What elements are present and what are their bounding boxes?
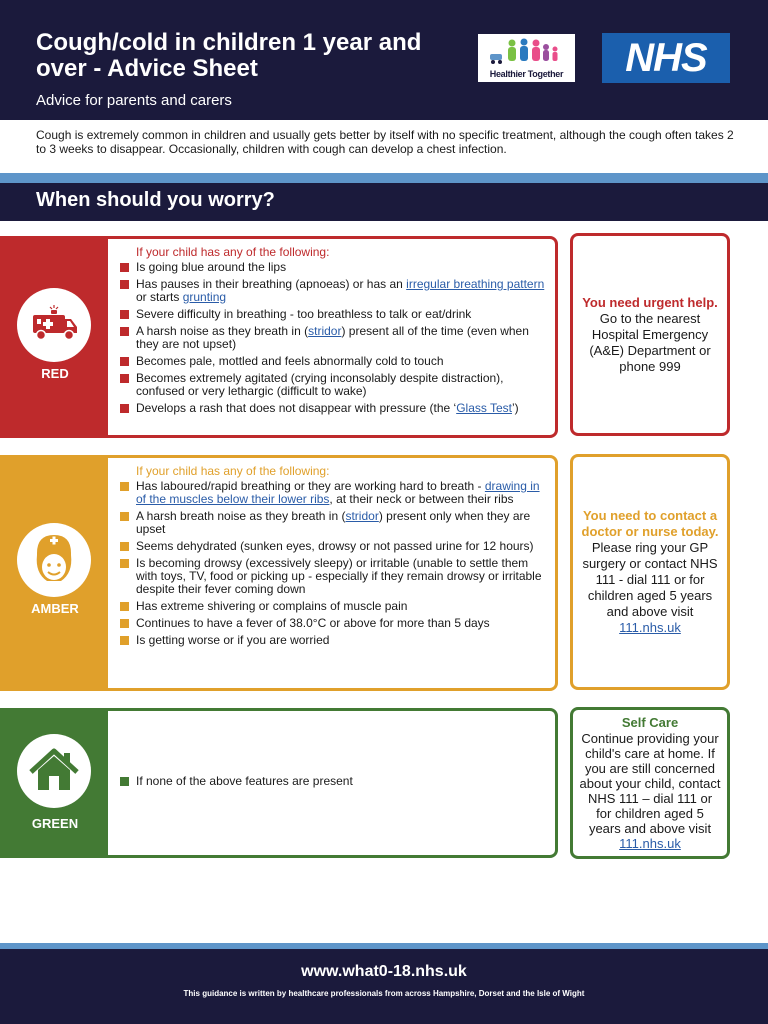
symptom-link[interactable]: grunting bbox=[182, 290, 227, 304]
list-item-text: Is getting worse or if you are worried bbox=[136, 633, 330, 647]
list-item-text: or starts bbox=[136, 290, 183, 304]
website-link[interactable]: www.what0-18.nhs.uk bbox=[301, 963, 467, 980]
bullet-square-icon bbox=[120, 482, 129, 491]
page-title: Cough/cold in children 1 year and over - Advice Sheet bbox=[36, 29, 422, 82]
green-items bbox=[108, 775, 555, 792]
family-icon bbox=[488, 38, 568, 64]
footer bbox=[0, 949, 768, 1024]
list-item bbox=[108, 278, 555, 304]
list-item-text: A harsh breath noise as they breath in ( bbox=[136, 509, 346, 523]
list-item-text: ) present all of the time (even when they are not upset) bbox=[136, 324, 529, 351]
symptom-link[interactable]: irregular breathing pattern bbox=[406, 277, 545, 291]
list-item bbox=[108, 355, 555, 368]
footer-note: This guidance is written by healthcare professionals from across Hampshire, Dorset and the Isle of Wight bbox=[183, 989, 585, 998]
list-item bbox=[108, 372, 555, 398]
symptom-link[interactable]: drawing in of the muscles below their lower ribs bbox=[136, 479, 540, 506]
nhs-logo: NHS bbox=[602, 33, 730, 83]
amber-side-panel bbox=[0, 455, 110, 691]
symptom-link[interactable]: Glass Test bbox=[456, 401, 512, 415]
bullet-square-icon bbox=[120, 559, 129, 568]
list-item-text: Severe difficulty in breathing - too breathless to talk or eat/drink bbox=[136, 307, 472, 321]
amber-list-heading: If your child has any of the following: bbox=[136, 464, 330, 478]
red-side-panel bbox=[0, 236, 110, 438]
red-list-heading: If your child has any of the following: bbox=[136, 245, 330, 259]
list-item bbox=[108, 617, 555, 630]
bullet-square-icon bbox=[120, 777, 129, 786]
list-item bbox=[108, 600, 555, 613]
bullet-square-icon bbox=[120, 602, 129, 611]
amber-action-text: Please ring your GP surgery or contact NHS 111 - dial 111 or for children aged 5 years and above visit bbox=[582, 540, 718, 619]
divider-strip bbox=[0, 173, 768, 183]
bullet-square-icon bbox=[120, 327, 129, 336]
list-item-text: Is becoming drowsy (excessively sleepy) or irritable (unable to settle them with toys, TV, food or picking up - especially if they remain drowsy or irritable despite their fever coming down bbox=[136, 556, 542, 596]
bullet-square-icon bbox=[120, 542, 129, 551]
red-action-heading: You need urgent help. bbox=[582, 294, 718, 310]
red-action-box bbox=[570, 233, 730, 436]
intro-text: Cough is extremely common in children and usually gets better by itself with no specific treatment, although the cough often takes 2 to 3 weeks to disappear. Occasionally, children with cough can develop a chest infection. bbox=[36, 128, 734, 156]
green-label: GREEN bbox=[31, 816, 79, 831]
list-item-text: ’) bbox=[512, 401, 519, 415]
list-item bbox=[108, 325, 555, 351]
list-item-text: Becomes extremely agitated (crying inconsolably despite distraction), confused or very lethargic (difficult to wake) bbox=[136, 371, 504, 398]
green-111-link[interactable]: 111.nhs.uk bbox=[619, 835, 681, 851]
amber-items bbox=[108, 480, 555, 647]
list-item-text: If none of the above features are present bbox=[136, 773, 353, 788]
house-icon bbox=[17, 734, 91, 808]
list-item bbox=[108, 557, 555, 596]
list-item bbox=[108, 510, 555, 536]
page-subtitle: Advice for parents and carers bbox=[36, 92, 232, 109]
bullet-square-icon bbox=[120, 512, 129, 521]
list-item bbox=[108, 261, 555, 274]
bullet-square-icon bbox=[120, 263, 129, 272]
green-action-text: Continue providing your child's care at home. If you are still concerned about your child, contact NHS 111 – dial 111 or for children aged 5 years and above visit bbox=[579, 730, 721, 836]
amber-action-heading: You need to contact a doctor or nurse today. bbox=[581, 508, 719, 539]
list-item bbox=[108, 634, 555, 647]
amber-111-link[interactable]: 111.nhs.uk bbox=[619, 620, 681, 635]
nurse-icon bbox=[17, 523, 91, 597]
green-action-heading: Self Care bbox=[621, 714, 679, 730]
bullet-square-icon bbox=[120, 357, 129, 366]
bullet-square-icon bbox=[120, 310, 129, 319]
amber-label: AMBER bbox=[31, 601, 79, 616]
bullet-square-icon bbox=[120, 619, 129, 628]
bullet-square-icon bbox=[120, 280, 129, 289]
list-item bbox=[108, 402, 555, 415]
section-title: When should you worry? bbox=[36, 189, 275, 211]
amber-action-box bbox=[570, 454, 730, 690]
list-item-text: Is going blue around the lips bbox=[136, 260, 287, 274]
red-action-text: Go to the nearest Hospital Emergency (A&E) Department or phone 999 bbox=[589, 310, 711, 374]
symptom-link[interactable]: stridor bbox=[308, 324, 342, 338]
header bbox=[0, 0, 768, 120]
list-item bbox=[108, 540, 555, 553]
green-symptom-list bbox=[108, 708, 558, 858]
list-item-text: Continues to have a fever of 38.0°C or above for more than 5 days bbox=[136, 616, 490, 630]
list-item-text: Becomes pale, mottled and feels abnormally cold to touch bbox=[136, 354, 444, 368]
list-item bbox=[108, 775, 555, 788]
list-item-text: Seems dehydrated (sunken eyes, drowsy or not passed urine for 12 hours) bbox=[136, 539, 534, 553]
bullet-square-icon bbox=[120, 374, 129, 383]
green-action-box bbox=[570, 707, 730, 859]
list-item-text: Develops a rash that does not disappear with pressure (the ‘ bbox=[136, 401, 457, 415]
list-item-text: Has extreme shivering or complains of muscle pain bbox=[136, 599, 408, 613]
list-item-text: ) present only when they are upset bbox=[136, 509, 531, 536]
list-item bbox=[108, 308, 555, 321]
amber-symptom-list bbox=[108, 455, 558, 691]
bullet-square-icon bbox=[120, 404, 129, 413]
symptom-link[interactable]: stridor bbox=[345, 509, 379, 523]
ambulance-icon bbox=[17, 288, 91, 362]
list-item-text: A harsh noise as they breath in ( bbox=[136, 324, 309, 338]
red-items bbox=[108, 261, 555, 415]
section-bar bbox=[0, 183, 768, 221]
green-side-panel bbox=[0, 708, 110, 858]
list-item-text: Has laboured/rapid breathing or they are working hard to breath - bbox=[136, 479, 485, 493]
red-symptom-list bbox=[108, 236, 558, 438]
bullet-square-icon bbox=[120, 636, 129, 645]
red-label: RED bbox=[41, 366, 69, 381]
healthier-together-logo bbox=[478, 34, 575, 82]
list-item-text: Has pauses in their breathing (apnoeas) or has an bbox=[136, 277, 407, 291]
healthier-together-text: Healthier Together bbox=[489, 69, 564, 79]
list-item bbox=[108, 480, 555, 506]
list-item-text: , at their neck or between their ribs bbox=[329, 492, 514, 506]
